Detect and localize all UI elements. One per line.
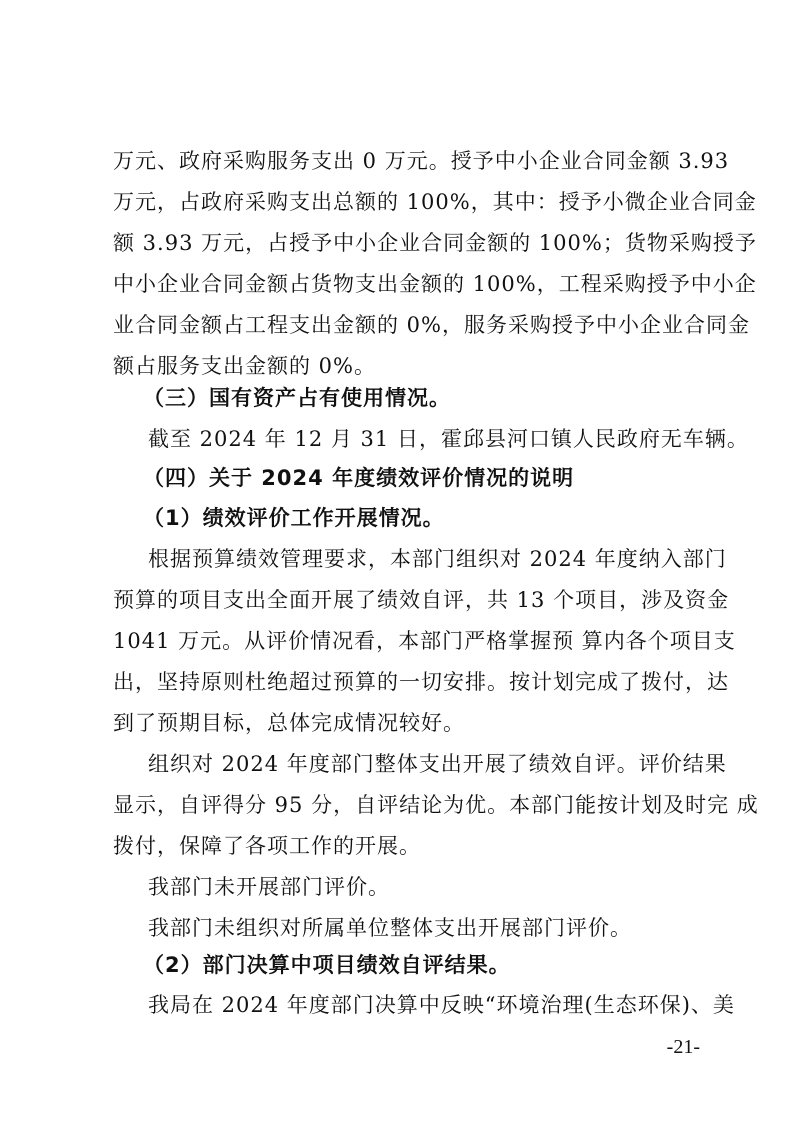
paragraph-line: 我部门未开展部门评价。: [148, 875, 390, 899]
subheading-2: （2）部门决算中项目绩效自评结果。: [143, 953, 511, 977]
subheading-1: （1）绩效评价工作开展情况。: [143, 506, 445, 530]
paragraph-line: 1041 万元。从评价情况看，本部门严格掌握预 算内各个项目支: [113, 629, 736, 653]
paragraph-line: 根据预算绩效管理要求，本部门组织对 2024 年度纳入部门: [148, 547, 727, 571]
paragraph-line: 我部门未组织对所属单位整体支出开展部门评价。: [148, 916, 632, 940]
paragraph-line: 万元、政府采购服务支出 0 万元。授予中小企业合同金额 3.93: [113, 149, 730, 173]
paragraph-line: 拨付，保障了各项工作的开展。: [113, 834, 421, 858]
paragraph-line: 到了预期目标，总体完成情况较好。: [113, 711, 465, 735]
page-number: -21-: [666, 1036, 700, 1058]
paragraph-line: 出，坚持原则杜绝超过预算的一切安排。按计划完成了拨付，达: [113, 670, 729, 694]
section-heading-assets: （三）国有资产占有使用情况。: [143, 386, 451, 410]
paragraph-line: 截至 2024 年 12 月 31 日，霍邱县河口镇人民政府无车辆。: [148, 427, 749, 451]
paragraph-line: 显示，自评得分 95 分，自评结论为优。本部门能按计划及时完 成: [113, 793, 759, 817]
section-heading-performance: （四）关于 2024 年度绩效评价情况的说明: [143, 466, 575, 490]
paragraph-line: 中小企业合同金额占货物支出金额的 100%，工程采购授予中小企: [113, 272, 757, 296]
paragraph-line: 组织对 2024 年度部门整体支出开展了绩效自评。评价结果: [148, 752, 727, 776]
paragraph-line: 预算的项目支出全面开展了绩效自评，共 13 个项目，涉及资金: [113, 588, 730, 612]
paragraph-line: 额占服务支出金额的 0%。: [113, 354, 376, 378]
paragraph-line: 万元，占政府采购支出总额的 100%，其中：授予小微企业合同金: [113, 190, 757, 214]
paragraph-line: 我局在 2024 年度部门决算中反映“环境治理(生态环保)、美: [148, 993, 735, 1017]
paragraph-line: 额 3.93 万元，占授予中小企业合同金额的 100%；货物采购授予: [113, 231, 757, 255]
paragraph-line: 业合同金额占工程支出金额的 0%，服务采购授予中小企业合同金: [113, 313, 750, 337]
